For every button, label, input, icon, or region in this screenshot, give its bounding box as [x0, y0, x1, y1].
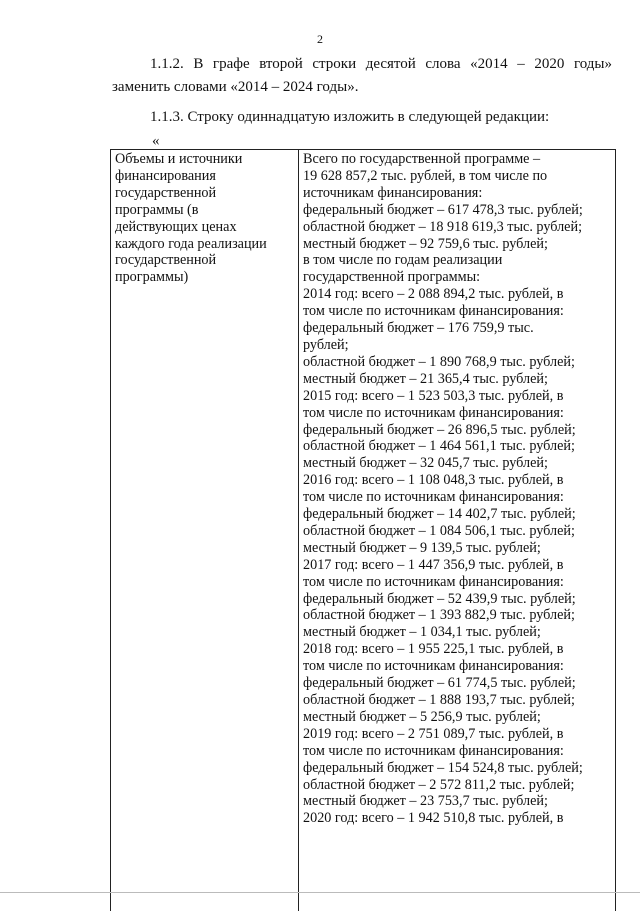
content-line: федеральный бюджет – 154 524,8 тыс. рублей; — [303, 760, 611, 777]
content-line: местный бюджет – 32 045,7 тыс. рублей; — [303, 455, 611, 472]
content-line: государственной программы: — [303, 269, 611, 286]
content-line: том числе по источникам финансирования: — [303, 303, 611, 320]
row-label-line: программы) — [115, 269, 294, 286]
content-line: том числе по источникам финансирования: — [303, 743, 611, 760]
content-line: областной бюджет – 2 572 811,2 тыс. рублей; — [303, 777, 611, 794]
content-line: федеральный бюджет – 14 402,7 тыс. рублей; — [303, 506, 611, 523]
content-line: том числе по источникам финансирования: — [303, 574, 611, 591]
opening-quote-mark: « — [152, 132, 160, 150]
content-line: рублей; — [303, 337, 611, 354]
page-number: 2 — [0, 32, 640, 47]
content-line: областной бюджет – 1 084 506,1 тыс. рублей; — [303, 523, 611, 540]
row-label-line: Объемы и источники — [115, 151, 294, 168]
financing-table — [110, 149, 616, 911]
row-label-line: государственной — [115, 252, 294, 269]
content-line: источникам финансирования: — [303, 185, 611, 202]
content-line: 2020 год: всего – 1 942 510,8 тыс. рублей, в — [303, 810, 611, 827]
content-line: том числе по источникам финансирования: — [303, 658, 611, 675]
row-label-line: государственной — [115, 185, 294, 202]
content-line: Всего по государственной программе – — [303, 151, 611, 168]
content-line: местный бюджет – 1 034,1 тыс. рублей; — [303, 624, 611, 641]
content-line: федеральный бюджет – 617 478,3 тыс. рублей; — [303, 202, 611, 219]
content-line: местный бюджет – 9 139,5 тыс. рублей; — [303, 540, 611, 557]
content-line: областной бюджет – 1 890 768,9 тыс. рублей; — [303, 354, 611, 371]
content-line: федеральный бюджет – 52 439,9 тыс. рублей; — [303, 591, 611, 608]
row-label-line: программы (в — [115, 202, 294, 219]
content-line: местный бюджет – 5 256,9 тыс. рублей; — [303, 709, 611, 726]
row-label-line: действующих ценах — [115, 219, 294, 236]
row-content-cell — [299, 150, 616, 911]
content-line: том числе по источникам финансирования: — [303, 489, 611, 506]
row-label-cell — [111, 150, 299, 911]
content-line: 2017 год: всего – 1 447 356,9 тыс. рублей, в — [303, 557, 611, 574]
paragraph-1-1-2 — [112, 53, 612, 99]
paragraph-1-1-2-text: 1.1.2. В графе второй строки десятой слова «2014 – 2020 годы» заменить словами «2014 – 2024 годы». — [112, 56, 612, 95]
content-line: в том числе по годам реализации — [303, 252, 611, 269]
content-line: федеральный бюджет – 176 759,9 тыс. — [303, 320, 611, 337]
content-line: областной бюджет – 1 888 193,7 тыс. рублей; — [303, 692, 611, 709]
paragraph-1-1-3 — [112, 106, 612, 129]
content-line: 2018 год: всего – 1 955 225,1 тыс. рублей, в — [303, 641, 611, 658]
paragraph-1-1-3-text: 1.1.3. Строку одиннадцатую изложить в следующей редакции: — [150, 109, 549, 125]
page-bottom-edge — [0, 892, 640, 893]
row-label-line: финансирования — [115, 168, 294, 185]
content-line: областной бюджет – 18 918 619,3 тыс. рублей; — [303, 219, 611, 236]
content-line: федеральный бюджет – 61 774,5 тыс. рублей; — [303, 675, 611, 692]
content-line: 2019 год: всего – 2 751 089,7 тыс. рублей, в — [303, 726, 611, 743]
table-row — [111, 150, 616, 911]
row-label-line: каждого года реализации — [115, 236, 294, 253]
content-line: областной бюджет – 1 393 882,9 тыс. рублей; — [303, 607, 611, 624]
content-line: том числе по источникам финансирования: — [303, 405, 611, 422]
content-line: местный бюджет – 21 365,4 тыс. рублей; — [303, 371, 611, 388]
content-line: областной бюджет – 1 464 561,1 тыс. рублей; — [303, 438, 611, 455]
content-line: местный бюджет – 92 759,6 тыс. рублей; — [303, 236, 611, 253]
content-line: 2016 год: всего – 1 108 048,3 тыс. рублей, в — [303, 472, 611, 489]
content-line: федеральный бюджет – 26 896,5 тыс. рублей; — [303, 422, 611, 439]
content-line: 2015 год: всего – 1 523 503,3 тыс. рублей, в — [303, 388, 611, 405]
content-line: местный бюджет – 23 753,7 тыс. рублей; — [303, 793, 611, 810]
content-line: 19 628 857,2 тыс. рублей, в том числе по — [303, 168, 611, 185]
content-line: 2014 год: всего – 2 088 894,2 тыс. рублей, в — [303, 286, 611, 303]
